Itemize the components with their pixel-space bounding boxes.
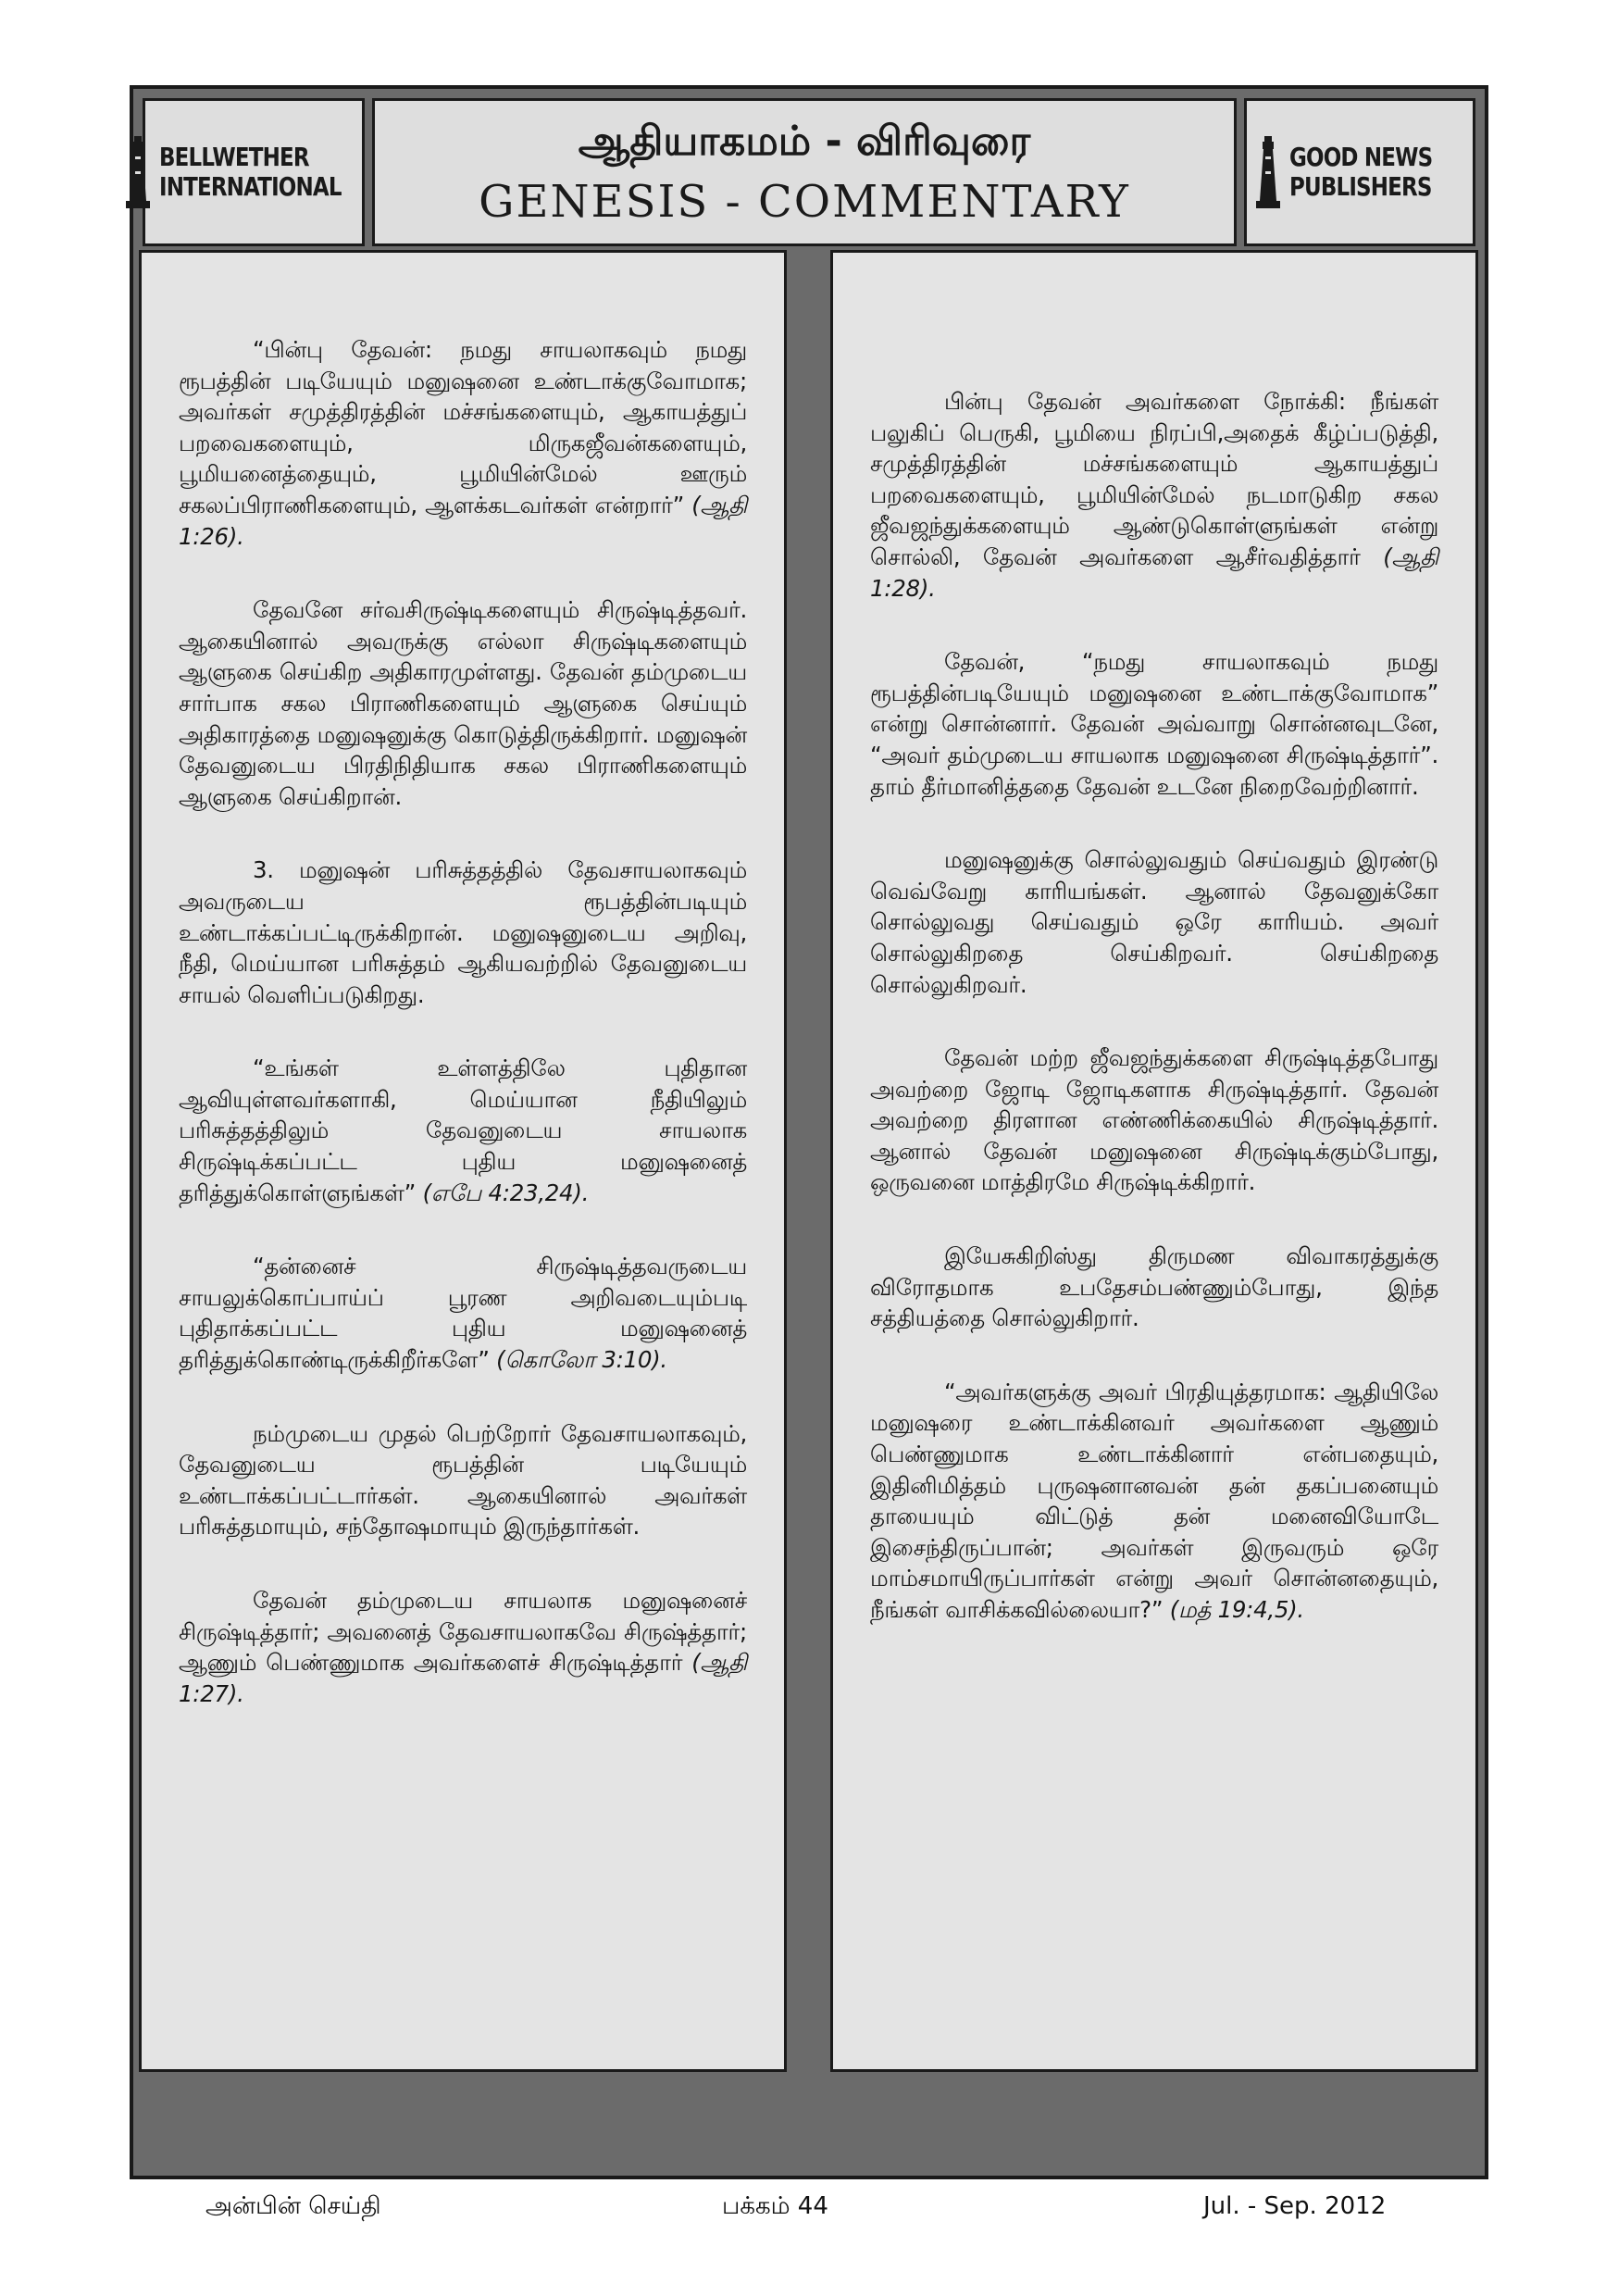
paragraph (870, 646, 1438, 802)
paragraph-text: நம்முடைய முதல் பெற்றோர் தேவசாயலாகவும், தேவனுடைய ரூபத்தின் படியேயும் உண்டாக்கப்பட்டார்கள். ஆகையினால் அவர்கள் பரிசுத்தமாயும், சந்தோஷமாயும் இருந்தார்கள். (179, 1419, 747, 1541)
paragraph (870, 1042, 1438, 1198)
paragraph (179, 1053, 747, 1208)
title-tamil: ஆதியாகமம் - விரிவுரை (578, 117, 1031, 165)
paragraph-text: இயேசுகிறிஸ்து திருமண விவாகரத்துக்கு விரோதமாக உபதேசம்பண்ணும்போது, இந்த சத்தியத்தை சொல்லுகிறார். (870, 1242, 1438, 1332)
footer-magazine-name: அன்பின் செய்தி (205, 2192, 381, 2220)
paragraph-text: தேவன், “நமது சாயலாகவும் நமது ரூபத்தின்படியேயும் மனுஷனை உண்டாக்குவோமாக” என்று சொன்னார். தேவன் அவ்வாறு சொன்னவுடனே, “அவர் தம்முடைய சாயலாக மனுஷனை சிருஷ்டித்தார்”. தாம் தீர்மானித்ததை தேவன் உடனே நிறைவேற்றினார். (870, 648, 1438, 800)
paragraph-text: “தன்னைச் சிருஷ்டித்தவருடைய சாயலுக்கொப்பாய்ப் பூரண அறிவடையும்படி புதிதாக்கப்பட்ட புதிய மனுஷனைத் தரித்துக்கொண்டிருக்கிறீர்களே” (179, 1253, 747, 1374)
bellwether-logo (143, 98, 365, 246)
good-news-logo (1244, 98, 1475, 246)
paragraph-text: “உங்கள் உள்ளத்திலே புதிதான ஆவியுள்ளவர்களாகி, மெய்யான நீதியிலும் பரிசுத்தத்திலும் தேவனுடைய சாயலாக சிருஷ்டிக்கப்பட்ட புதிய மனுஷனைத் தரித்துக்கொள்ளுங்கள்” (179, 1054, 747, 1206)
paragraph-text: “அவர்களுக்கு அவர் பிரதியுத்தரமாக: ஆதியிலே மனுஷரை உண்டாக்கினவர் அவர்களை ஆணும் பெண்ணுமாக உண்டாக்கினார் என்பதையும், இதினிமித்தம் புருஷனானவன் தன் தகப்பனையும் தாயையும் விட்டுத் தன் மனைவியோடே இசைந்திருப்பான்; அவர்கள் இருவரும் ஒரே மாம்சமாயிருப்பார்கள் என்று அவர் சொன்னதையும், நீங்கள் வாசிக்கவில்லையா?” (870, 1378, 1438, 1623)
right-logo-line2: PUBLISHERS (1288, 171, 1432, 202)
footer-date: Jul. - Sep. 2012 (1203, 2192, 1387, 2220)
scripture-reference: (எபே 4:23,24). (422, 1179, 590, 1206)
paragraph (179, 1418, 747, 1542)
paragraph-text: மனுஷனுக்கு சொல்லுவதும் செய்வதும் இரண்டு வெவ்வேறு காரியங்கள். ஆனால் தேவனுக்கோ சொல்லுவது செய்வதும் ஒரே காரியம். அவர் சொல்லுகிறதை செய்கிறவர். செய்கிறதை சொல்லுகிறவர். (870, 846, 1438, 998)
paragraph (179, 594, 747, 812)
left-logo-line1: BELLWETHER (159, 142, 309, 172)
scripture-reference: (ஆதி 1:28). (870, 543, 1438, 602)
left-logo-line2: INTERNATIONAL (159, 171, 342, 202)
right-column (830, 250, 1478, 2072)
right-logo-line1: GOOD NEWS (1288, 142, 1433, 172)
paragraph (870, 844, 1438, 1000)
scripture-reference: (மத் 19:4,5). (1169, 1596, 1304, 1623)
scripture-reference: (ஆதி 1:26). (179, 491, 747, 550)
left-column (139, 250, 787, 2072)
lighthouse-icon (1256, 136, 1280, 208)
paragraph (179, 1585, 747, 1709)
header-title-box (372, 98, 1237, 246)
paragraph-text: தேவன் தம்முடைய சாயலாக மனுஷனைச் சிருஷ்டித்தார்; அவனைத் தேவசாயலாகவே சிருஷ்த்தார்; ஆணும் பெண்ணுமாக அவர்களைச் சிருஷ்டித்தார் (179, 1587, 747, 1677)
paragraph (870, 1377, 1438, 1626)
paragraph (179, 855, 747, 1010)
paragraph-text: தேவனே சர்வசிருஷ்டிகளையும் சிருஷ்டித்தவர். ஆகையினால் அவருக்கு எல்லா சிருஷ்டிகளையும் ஆளுகை செய்கிற அதிகாரமுள்ளது. தேவன் தம்முடைய சார்பாக சகல பிராணிகளையும் ஆளுகை செய்யும் அதிகாரத்தை மனுஷனுக்கு கொடுத்திருக்கிறார். மனுஷன் தேவனுடைய பிரதிநிதியாக சகல பிராணிகளையும் ஆளுகை செய்கிறான். (179, 596, 747, 810)
scripture-reference: (கொலோ 3:10). (496, 1346, 667, 1374)
paragraph (179, 1251, 747, 1375)
paragraph (870, 386, 1438, 604)
paragraph-text: 3. மனுஷன் பரிசுத்தத்தில் தேவசாயலாகவும் அவருடைய ரூபத்தின்படியும் உண்டாக்கப்பட்டிருக்கிறான். மனுஷனுடைய அறிவு, நீதி, மெய்யான பரிசுத்தம் ஆகியவற்றில் தேவனுடைய சாயல் வெளிப்படுகிறது. (179, 856, 747, 1008)
footer-page-number: பக்கம் 44 (722, 2192, 828, 2220)
paragraph-text: தேவன் மற்ற ஜீவஜந்துக்களை சிருஷ்டித்தபோது அவற்றை ஜோடி ஜோடிகளாக சிருஷ்டித்தார். தேவன் அவற்றை திரளான எண்ணிக்கையில் சிருஷ்டித்தார். ஆனால் தேவன் மனுஷனை சிருஷ்டிக்கும்போது, ஒருவனை மாத்திரமே சிருஷ்டிக்கிறார். (870, 1044, 1438, 1196)
lighthouse-icon (126, 136, 150, 208)
paragraph (870, 1241, 1438, 1334)
title-english: GENESIS - COMMENTARY (479, 175, 1130, 228)
paragraph-text: “பின்பு தேவன்: நமது சாயலாகவும் நமது ரூபத்தின் படியேயும் மனுஷனை உண்டாக்குவோமாக; அவர்கள் சமுத்திரத்தின் மச்சங்களையும், ஆகாயத்துப் பறவைகளையும், மிருகஜீவன்களையும், பூமியனைத்தையும், பூமியின்மேல் ஊரும் சகலப்பிராணிகளையும், ஆளக்கடவர்கள் என்றார்” (179, 336, 747, 518)
paragraph (179, 334, 747, 552)
paragraph-text: பின்பு தேவன் அவர்களை நோக்கி: நீங்கள் பலுகிப் பெருகி, பூமியை நிரப்பி,அதைக் கீழ்ப்படுத்தி, சமுத்திரத்தின் மச்சங்களையும் ஆகாயத்துப் பறவைகளையும், பூமியின்மேல் நடமாடுகிற சகல ஜீவஜந்துக்களையும் ஆண்டுகொள்ளுங்கள் என்று சொல்லி, தேவன் அவர்களை ஆசீர்வதித்தார் (870, 388, 1438, 570)
scripture-reference: (ஆதி 1:27). (179, 1649, 747, 1707)
